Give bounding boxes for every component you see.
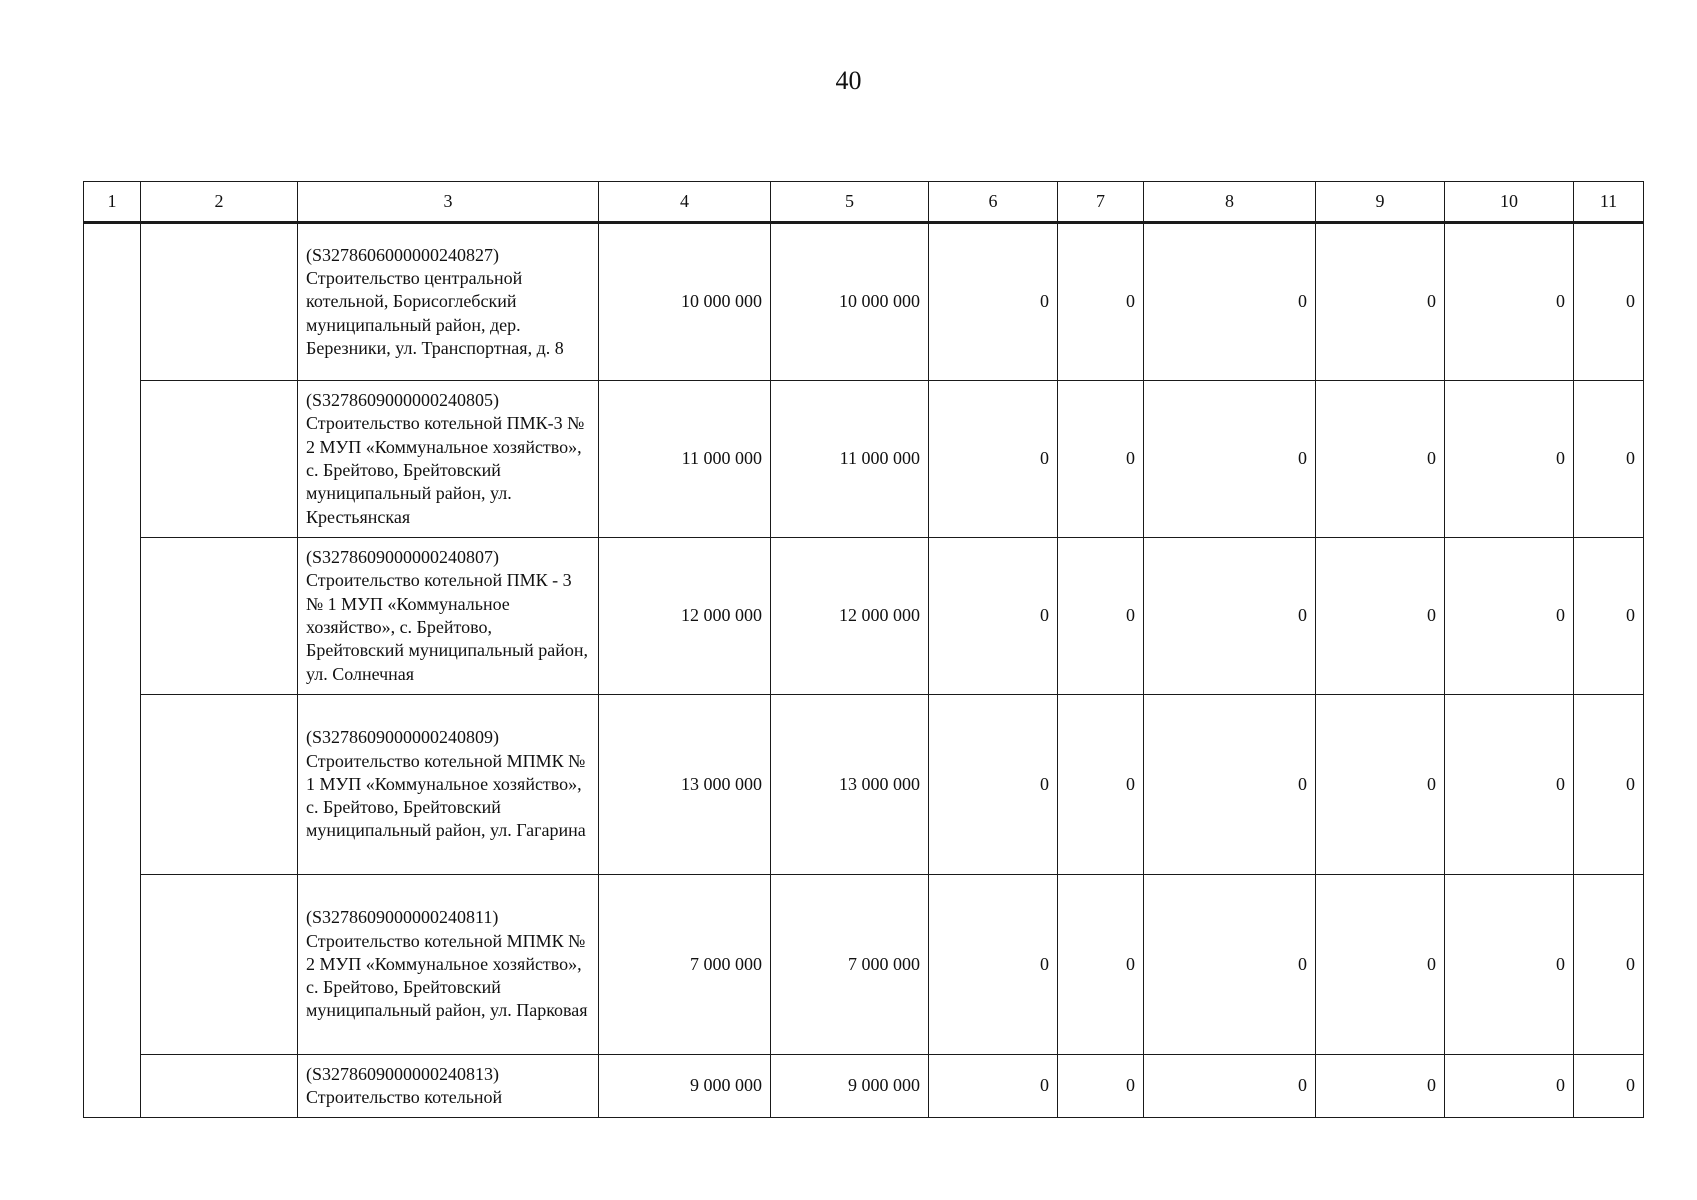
value-cell: 0	[929, 695, 1058, 875]
value-cell: 0	[1058, 695, 1144, 875]
column-header: 10	[1445, 182, 1574, 223]
column-header: 6	[929, 182, 1058, 223]
table-header-row	[84, 182, 1644, 223]
code-cell	[141, 695, 298, 875]
value-cell: 0	[1058, 381, 1144, 538]
column-header: 1	[84, 182, 141, 223]
description-cell	[298, 875, 599, 1055]
code-cell	[141, 381, 298, 538]
group-cell	[84, 223, 141, 1118]
value-cell: 0	[1144, 1055, 1316, 1118]
value-cell: 0	[1058, 538, 1144, 695]
value-cell: 0	[1316, 695, 1445, 875]
code-cell	[141, 1055, 298, 1118]
column-header: 3	[298, 182, 599, 223]
description-cell	[298, 695, 599, 875]
value-cell: 0	[929, 381, 1058, 538]
value-cell: 12 000 000	[599, 538, 771, 695]
value-cell: 0	[1574, 1055, 1644, 1118]
column-header: 4	[599, 182, 771, 223]
code-cell	[141, 875, 298, 1055]
value-cell: 0	[1144, 381, 1316, 538]
description-text: (S3278609000000240805) Строительство котельной ПМК-3 № 2 МУП «Коммунальное хозяйство», с. Брейтово, Брейтовский муниципальный район, ул. Крестьянская	[306, 390, 585, 527]
table-row	[84, 695, 1644, 875]
value-cell: 0	[1445, 381, 1574, 538]
value-cell: 11 000 000	[599, 381, 771, 538]
value-cell: 10 000 000	[599, 223, 771, 381]
value-cell: 0	[929, 223, 1058, 381]
value-cell: 0	[1058, 1055, 1144, 1118]
value-cell: 0	[1316, 538, 1445, 695]
description-text: (S3278609000000240809) Строительство котельной МПМК № 1 МУП «Коммунальное хозяйство», с. Брейтово, Брейтовский муниципальный район, ул. Гагарина	[306, 727, 586, 841]
description-cell	[298, 1055, 599, 1118]
column-header: 8	[1144, 182, 1316, 223]
table-row	[84, 1055, 1644, 1118]
value-cell: 0	[1445, 1055, 1574, 1118]
column-header: 5	[771, 182, 929, 223]
description-text: (S3278609000000240813) Строительство котельной	[306, 1063, 503, 1107]
value-cell: 7 000 000	[599, 875, 771, 1055]
value-cell: 0	[1574, 695, 1644, 875]
value-cell: 0	[1316, 1055, 1445, 1118]
value-cell: 9 000 000	[599, 1055, 771, 1118]
data-table	[83, 181, 1644, 1118]
value-cell: 9 000 000	[771, 1055, 929, 1118]
value-cell: 0	[1574, 223, 1644, 381]
value-cell: 0	[1445, 223, 1574, 381]
table-row	[84, 381, 1644, 538]
value-cell: 10 000 000	[771, 223, 929, 381]
value-cell: 12 000 000	[771, 538, 929, 695]
table-row	[84, 223, 1644, 381]
value-cell: 0	[929, 538, 1058, 695]
value-cell: 0	[1058, 875, 1144, 1055]
value-cell: 0	[929, 1055, 1058, 1118]
value-cell: 0	[1144, 695, 1316, 875]
description-cell	[298, 223, 599, 381]
value-cell: 13 000 000	[599, 695, 771, 875]
description-text: (S3278606000000240827) Строительство центральной котельной, Борисоглебский муниципальный район, дер. Березники, ул. Транспортная, д. 8	[306, 244, 564, 358]
value-cell: 0	[1144, 223, 1316, 381]
column-header: 9	[1316, 182, 1445, 223]
page-number: 40	[835, 66, 862, 95]
value-cell: 7 000 000	[771, 875, 929, 1055]
table-row	[84, 538, 1644, 695]
value-cell: 11 000 000	[771, 381, 929, 538]
value-cell: 0	[1058, 223, 1144, 381]
value-cell: 0	[1144, 538, 1316, 695]
value-cell: 0	[1316, 223, 1445, 381]
description-text: (S3278609000000240807) Строительство котельной ПМК - 3 № 1 МУП «Коммунальное хозяйство», с. Брейтово, Брейтовский муниципальный район, ул. Солнечная	[306, 547, 588, 684]
value-cell: 0	[1316, 381, 1445, 538]
value-cell: 0	[929, 875, 1058, 1055]
value-cell: 13 000 000	[771, 695, 929, 875]
code-cell	[141, 223, 298, 381]
value-cell: 0	[1445, 538, 1574, 695]
value-cell: 0	[1316, 875, 1445, 1055]
value-cell: 0	[1445, 875, 1574, 1055]
value-cell: 0	[1574, 538, 1644, 695]
column-header: 2	[141, 182, 298, 223]
value-cell: 0	[1144, 875, 1316, 1055]
table-row	[84, 875, 1644, 1055]
column-header: 11	[1574, 182, 1644, 223]
description-cell	[298, 538, 599, 695]
description-cell	[298, 381, 599, 538]
value-cell: 0	[1445, 695, 1574, 875]
value-cell: 0	[1574, 875, 1644, 1055]
column-header: 7	[1058, 182, 1144, 223]
code-cell	[141, 538, 298, 695]
description-text: (S3278609000000240811) Строительство котельной МПМК № 2 МУП «Коммунальное хозяйство», с. Брейтово, Брейтовский муниципальный район, ул. Парковая	[306, 907, 588, 1021]
value-cell: 0	[1574, 381, 1644, 538]
